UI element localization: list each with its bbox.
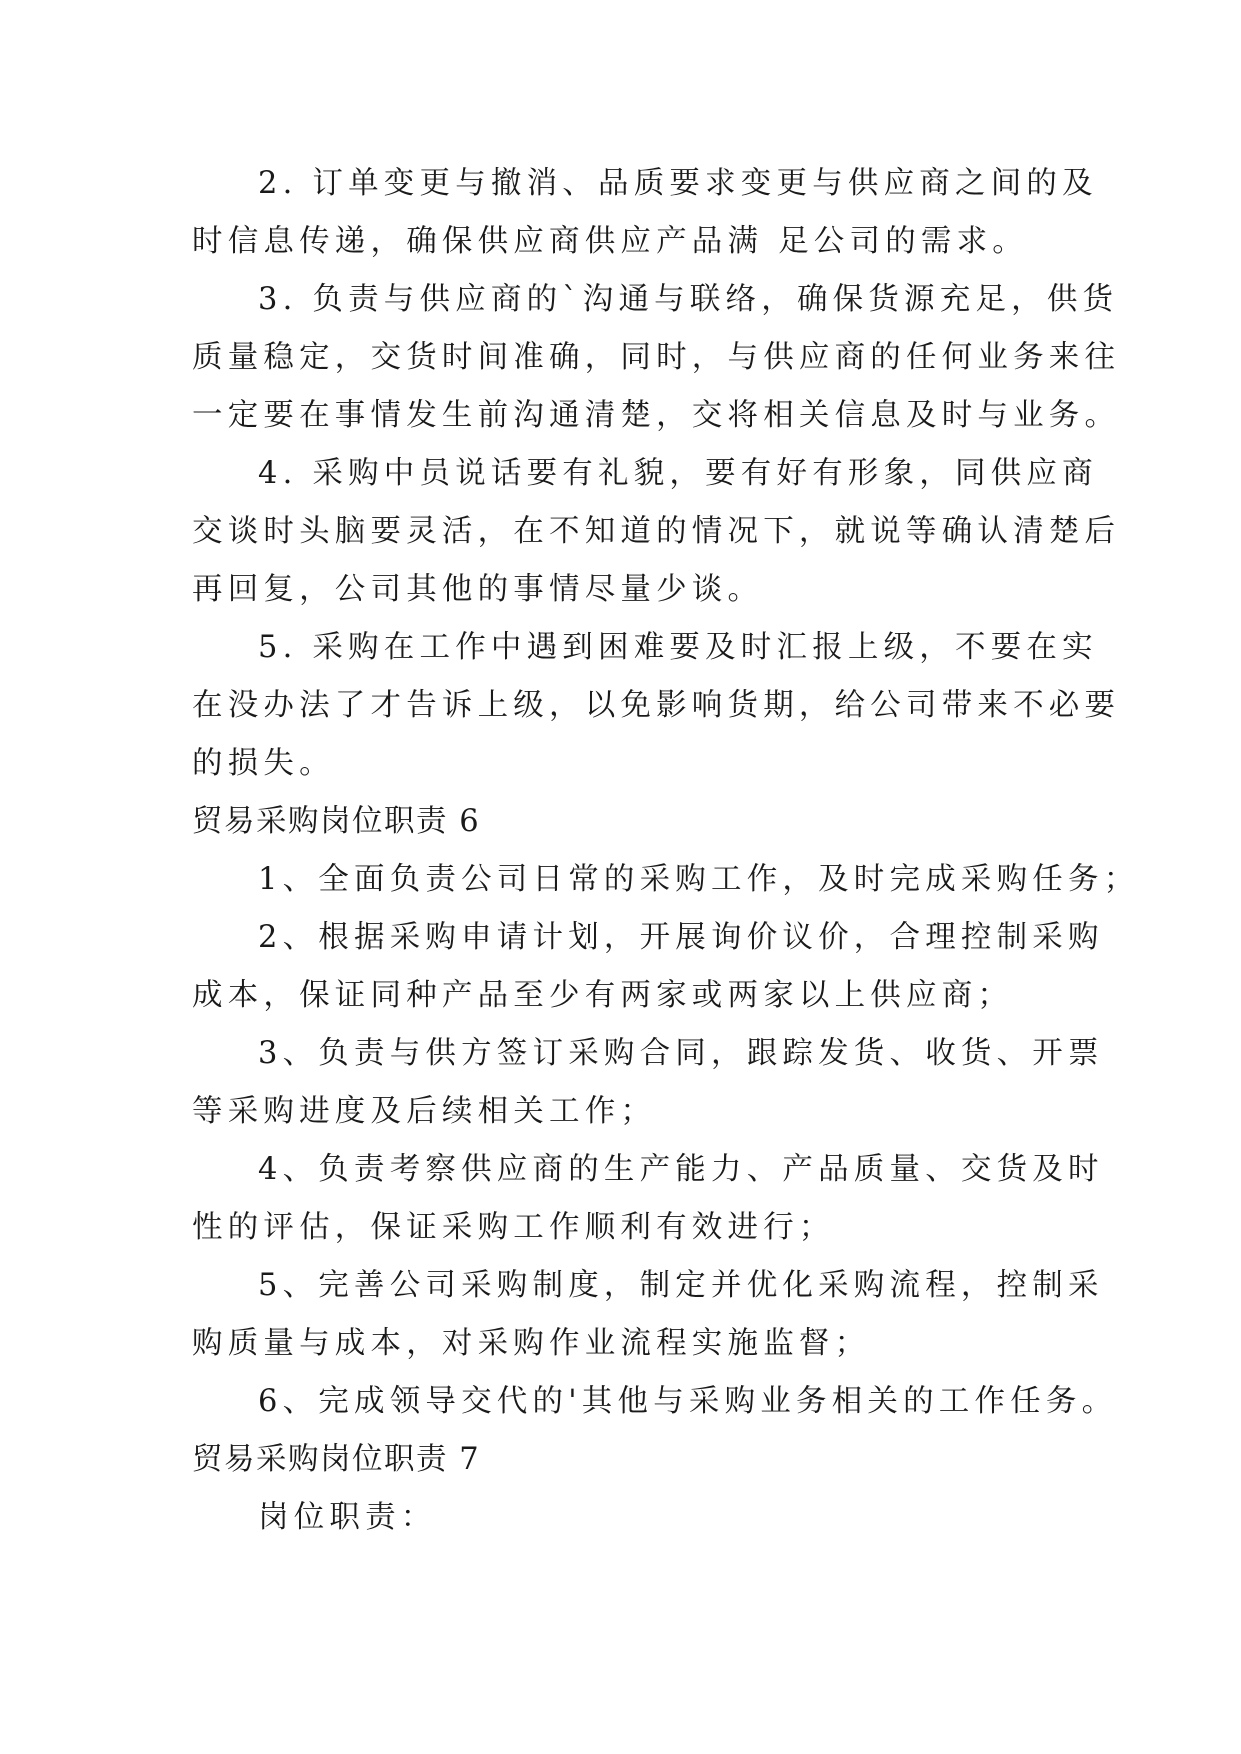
- paragraph-line: 岗位职责：: [258, 1500, 437, 1535]
- paragraph-line: 购质量与成本，对采购作业流程实施监督；: [192, 1326, 871, 1361]
- paragraph-line: 一定要在事情发生前沟通清楚，交将相关信息及时与业务。: [192, 398, 1121, 433]
- section-heading: 贸易采购岗位职责 7: [192, 1442, 481, 1477]
- paragraph-line: 6、完成领导交代的'其他与采购业务相关的工作任务。: [258, 1384, 1118, 1419]
- paragraph-line: 3. 负责与供应商的`沟通与联络，确保货源充足，供货: [258, 282, 1119, 317]
- section-heading: 贸易采购岗位职责 6: [192, 804, 481, 839]
- paragraph-line: 1、全面负责公司日常的采购工作，及时完成采购任务；: [258, 862, 1140, 897]
- paragraph-line: 2、根据采购申请计划，开展询价议价，合理控制采购: [258, 920, 1104, 955]
- paragraph-line: 的损失。: [192, 746, 335, 781]
- paragraph-line: 成本，保证同种产品至少有两家或两家以上供应商；: [192, 978, 1014, 1013]
- paragraph-line: 4、负责考察供应商的生产能力、产品质量、交货及时: [258, 1152, 1104, 1187]
- paragraph-line: 质量稳定，交货时间准确，同时，与供应商的任何业务来往: [192, 340, 1121, 375]
- paragraph-line: 在没办法了才告诉上级，以免影响货期，给公司带来不必要: [192, 688, 1121, 723]
- paragraph-line: 4. 采购中员说话要有礼貌，要有好有形象，同供应商: [258, 456, 1098, 491]
- paragraph-line: 性的评估，保证采购工作顺利有效进行；: [192, 1210, 835, 1245]
- paragraph-line: 5、完善公司采购制度，制定并优化采购流程，控制采: [258, 1268, 1104, 1303]
- paragraph-line: 时信息传递，确保供应商供应产品满 足公司的需求。: [192, 224, 1028, 259]
- paragraph-line: 2. 订单变更与撤消、品质要求变更与供应商之间的及: [258, 166, 1098, 201]
- paragraph-line: 5. 采购在工作中遇到困难要及时汇报上级，不要在实: [258, 630, 1098, 665]
- paragraph-line: 3、负责与供方签订采购合同，跟踪发货、收货、开票: [258, 1036, 1104, 1071]
- paragraph-line: 交谈时头脑要灵活，在不知道的情况下，就说等确认清楚后: [192, 514, 1121, 549]
- paragraph-line: 等采购进度及后续相关工作；: [192, 1094, 657, 1129]
- paragraph-line: 再回复，公司其他的事情尽量少谈。: [192, 572, 764, 607]
